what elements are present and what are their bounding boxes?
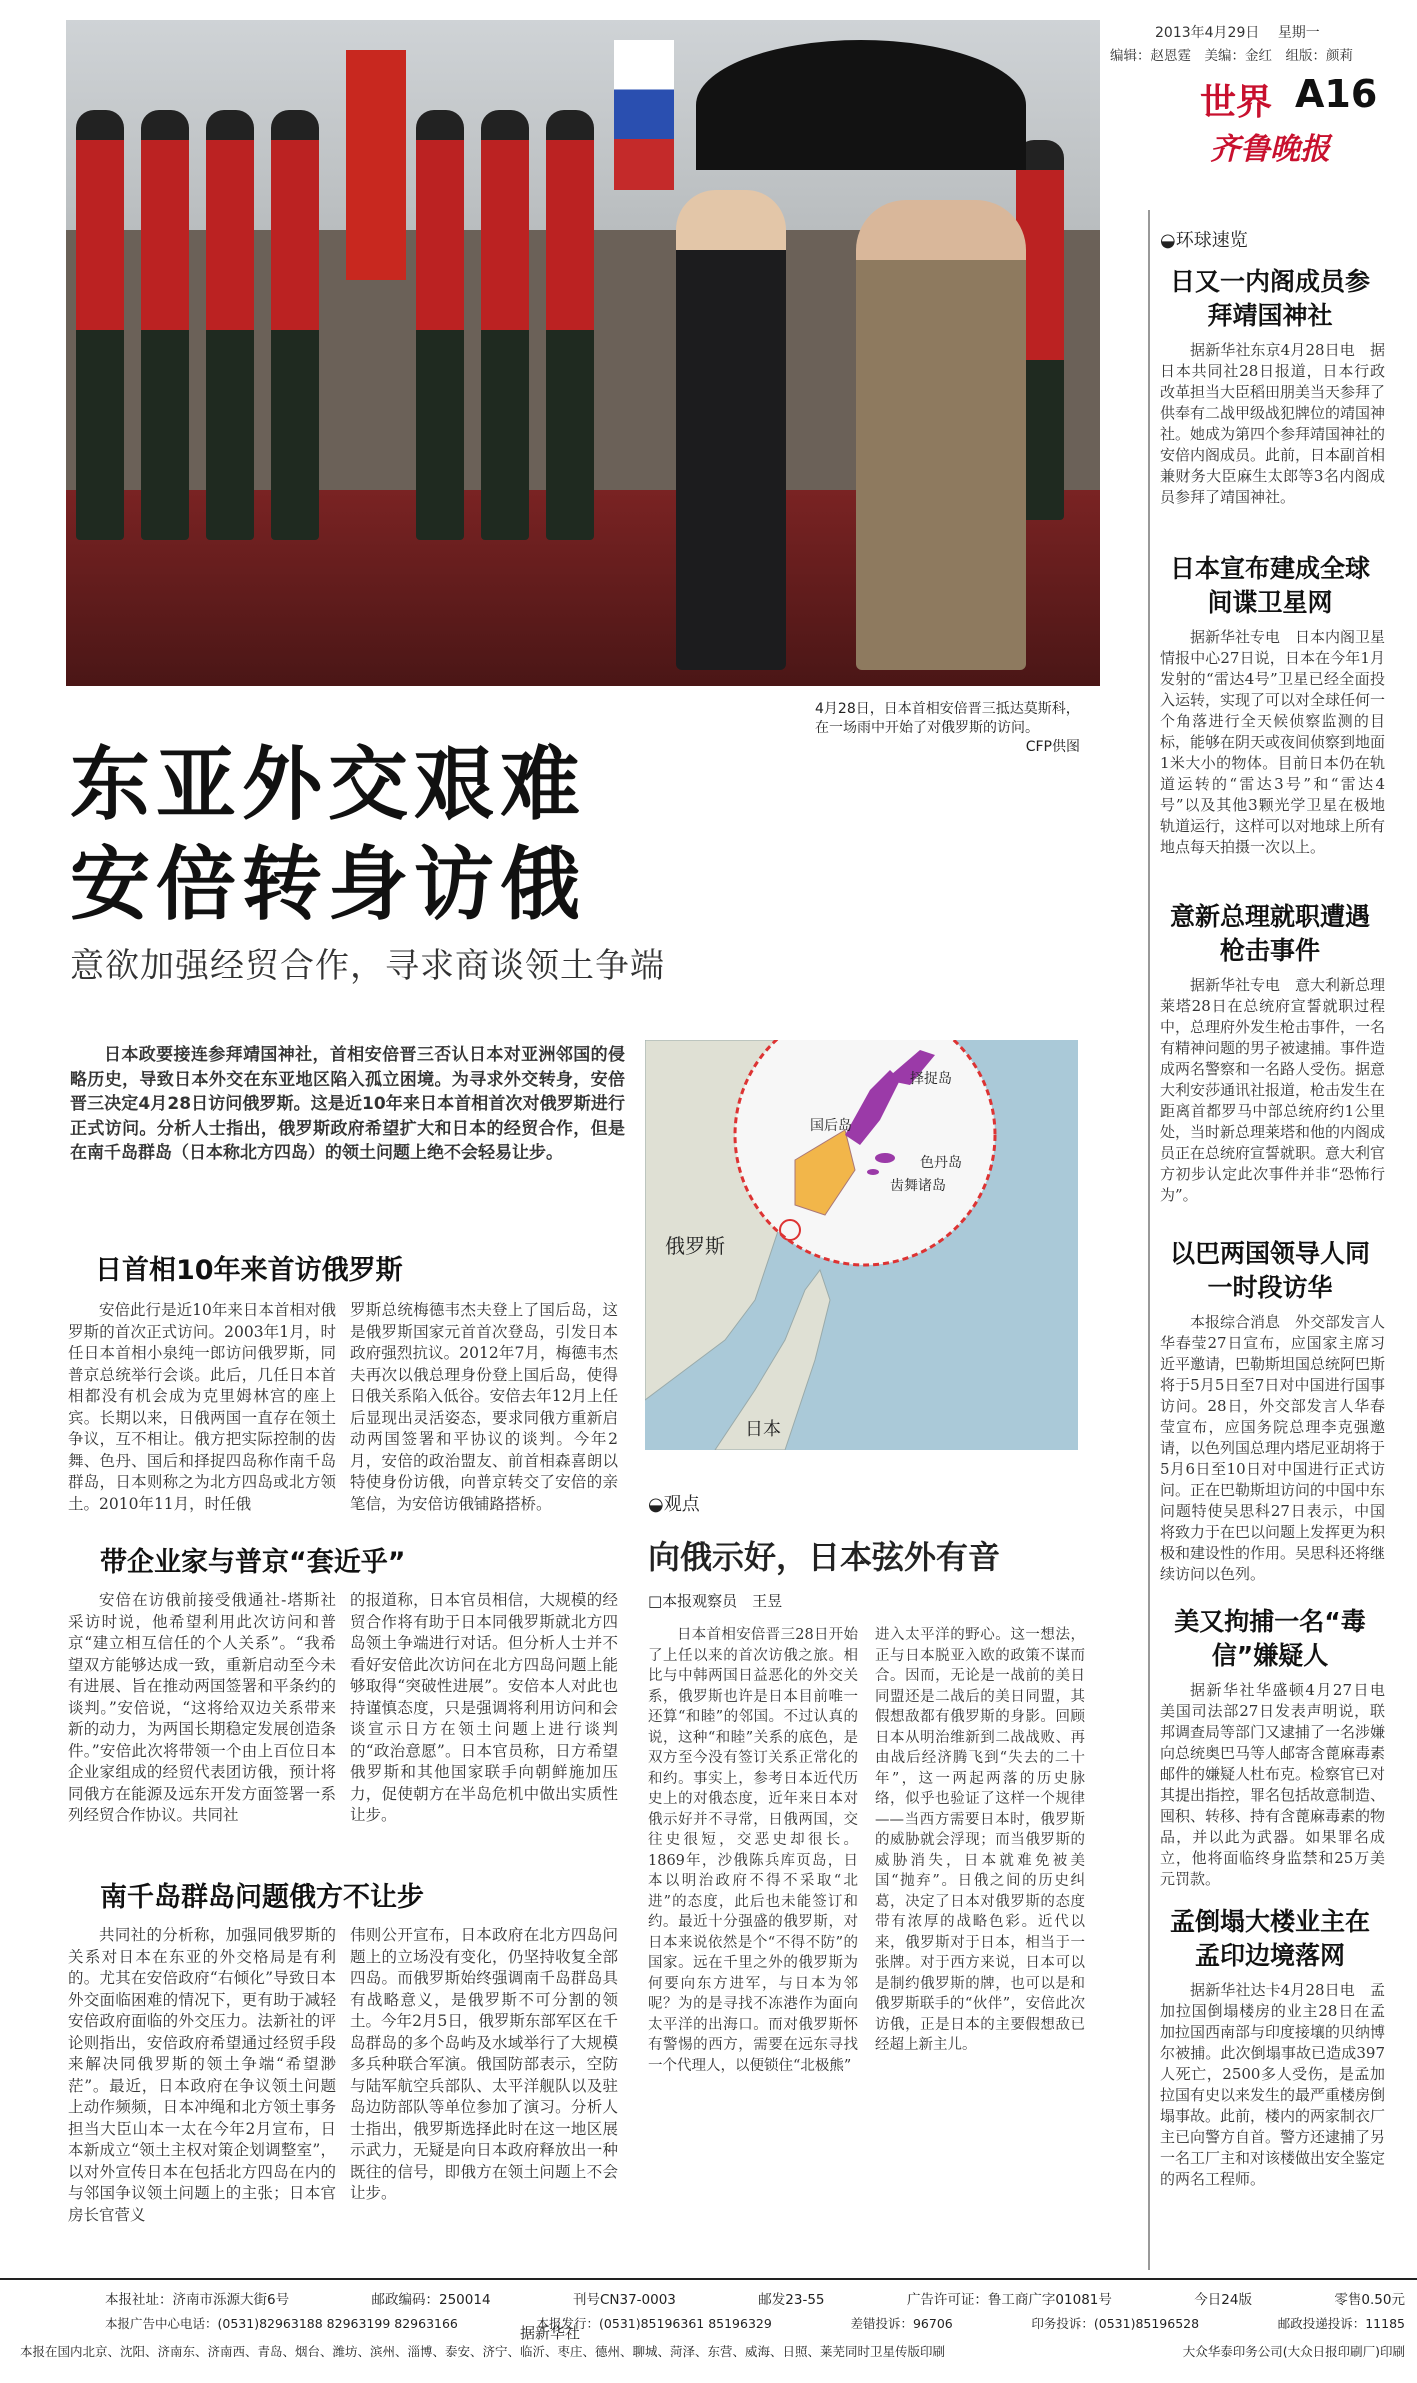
brief-body-1: 据新华社东京4月28日电 据日本共同社28日报道，日本行政改革担当大臣稻田朋美当天参拜了供奉有二战甲级战犯牌位的靖国神社。她成为第四个参拜靖国神社的安倍内阁成员。此前，日本副首相兼财务大臣麻生太郎等3名内阁成员参拜了靖国神社。	[1160, 341, 1386, 506]
sidebar-tag: ◒环球速览	[1160, 230, 1248, 251]
footer-distribution: 本报发行：(0531)85196361 85196329	[536, 2316, 772, 2331]
footer-price: 零售0.50元	[1334, 2292, 1405, 2308]
date: 2013年4月29日	[1155, 25, 1260, 41]
footer-issn: 刊号CN37-0003	[572, 2292, 676, 2308]
brief-body-2: 据新华社专电 日本内阁卫星情报中心27日说，日本在今年1月发射的“雷达4号”卫星已经全面投入运转，实现了可以对全球任何一个角落进行全天候侦察监测的目标，能够在阴天或夜间侦察到地面1米大小的物体。目前日本仍在轨道运转的“雷达3号”和“雷达4号”以及其他3颗光学卫星在极地轨道运行，这样可以对地球上所有地点每天拍摄一次以上。	[1160, 628, 1386, 856]
section-title-3: 南千岛群岛问题俄方不让步	[100, 1882, 424, 1913]
page-number: A16	[1295, 72, 1378, 116]
label-kunashiri: 国后岛	[810, 1118, 852, 1134]
opinion-col2: 进入太平洋的野心。这一想法，正与日本脱亚入欧的政策不谋而合。因而，无论是一战前的美日同盟还是二战后的美日同盟，其假想敌都有俄罗斯的身影。回顾日本从明治维新到二战战败、再由战后经济腾飞到“失去的二十年”，这一两起两落的历史脉络，似乎也验证了这样一个规律——当西方需要日本时，俄罗斯的威胁就会浮现；而当俄罗斯的威胁消失，日本就难免被美国“抛弃”。日俄之间的历史纠葛，决定了日本对俄罗斯的态度带有浓厚的战略色彩。近代以来，俄罗斯对于日本，相当于一张牌。对于西方来说，日本可以是制约俄罗斯的牌，也可以是和俄罗斯联手的“伙伴”，安倍此次访俄，正是日本的主要假想敌已经超上新主儿。	[875, 1627, 1085, 2053]
footer-rule	[0, 2278, 1417, 2280]
label-habomai: 齿舞诸岛	[890, 1178, 946, 1194]
caption-text: 4月28日，日本首相安倍晋三抵达莫斯科，在一场雨中开始了对俄罗斯的访问。	[815, 701, 1080, 736]
sidebar-tag-text: 环球速览	[1175, 230, 1248, 251]
headline-line1: 东亚外交艰难	[70, 738, 586, 831]
brief-title-6: 孟倒塌大楼业主在孟印边境落网	[1169, 1907, 1370, 1970]
section3-col1: 共同社的分析称，加强同俄罗斯的关系对日本在东亚的外交格局是有利的。尤其在安倍政府“右倾化”导致日本外交面临困难的情况下，更有助于减轻安倍政府面临的外交压力。法新社的评论则指出，安倍政府希望通过经贸手段来解决同俄罗斯的领土争端“希望渺茫”。最近，日本政府在争议领土问题上动作频频，日本冲绳和北方领土事务担当大臣山本一太在今年2月宣布，日本新成立“领土主权对策企划调整室”，以对外宣传日本在包括北方四岛在内的与邻国争议领土问题上的主张；日本官房长官菅义	[68, 1926, 336, 2224]
headline-line2: 安倍转身访俄	[70, 838, 586, 931]
habomai-islands	[867, 1169, 879, 1175]
brief-body-3: 据新华社专电 意大利新总理莱塔28日在总统府宣誓就职过程中，总理府外发生枪击事件，一名有精神问题的男子被逮捕。事件造成两名警察和一名路人受伤。据意大利安莎通讯社报道，枪击发生在距离首都罗马中部总统府约1公里处，当时新总理莱塔和他的内阁成员正在总统府宣誓就职。意大利官方初步认定此次事件并非“恐怖行为”。	[1160, 976, 1386, 1204]
footer-print-hotline: 印务投诉：(0531)85196528	[1031, 2316, 1200, 2331]
section-title-2: 带企业家与普京“套近乎”	[100, 1547, 406, 1578]
footer-ad-phone: 本报广告中心电话：(0531)82963188 82963199 82963166	[105, 2316, 458, 2331]
lead-paragraph: 日本政要接连参拜靖国神社，首相安倍晋三否认日本对亚洲邻国的侵略历史，导致日本外交在东亚地区陷入孤立困境。为寻求外交转身，安倍晋三决定4月28日访问俄罗斯。这是近10年来日本首相首次对俄罗斯进行正式访问。分析人士指出，俄罗斯政府希望扩大和日本的经贸合作，但是在南千岛群岛（日本称北方四岛）的领土问题上绝不会轻易让步。	[70, 1045, 625, 1163]
section-name: 世界	[1200, 82, 1273, 123]
abe-figure	[676, 190, 786, 670]
opinion-byline: □本报观察员 王昱	[648, 1592, 783, 1610]
soldier	[481, 110, 529, 540]
soldier	[271, 110, 319, 540]
soldier	[206, 110, 254, 540]
footer-row-2	[105, 2314, 1405, 2332]
footer-printer: 大众华泰印务公司(大众日报印刷厂)印刷	[1182, 2344, 1405, 2359]
kuril-map	[645, 1040, 1078, 1450]
soldier	[76, 110, 124, 540]
section2-col1: 安倍在访俄前接受俄通社-塔斯社采访时说，他希望利用此次访问和普京“建立相互信任的个人关系”。“我希望双方能够达成一致，重新启动至今未有进展、旨在推动两国签署和平条约的谈判。”安倍说，“这将给双边关系带来新的动力，为两国长期稳定发展创造条件。”安倍此次将带领一个由上百位日本企业家组成的经贸代表团访俄，预计将同俄方在能源及远东开发方面签署一系列经贸合作协议。共同社	[68, 1591, 336, 1824]
label-shikotan: 色丹岛	[920, 1155, 962, 1171]
section1-col1: 安倍此行是近10年来日本首相对俄罗斯的首次正式访问。2003年1月，时任日本首相小泉纯一郎访问俄罗斯，同普京总统举行会谈。此后，几任日本首相都没有机会成为克里姆林宫的座上宾。长期以来，日俄两国一直存在领土争议，互不相让。俄方把实际控制的齿舞、色丹、国后和择捉四岛称作南千岛群岛，日本则称之为北方四岛或北方领土。2010年11月，时任俄	[68, 1301, 336, 1513]
section2-col2: 的报道称，日本官员相信，大规模的经贸合作将有助于日本同俄罗斯就北方四岛领土争端进行对话。但分析人士并不看好安倍此次访问在北方四岛问题上能够取得“突破性进展”。安倍本人对此也持谨慎态度，只是强调将利用访问和会谈宣示日方在领土问题上进行谈判的“政治意愿”。日本官员称，日方希望俄罗斯和其他国家联手向朝鲜施加压力，促使朝方在半岛危机中做出实质性让步。	[350, 1591, 618, 1824]
footer-pages: 今日24版	[1194, 2292, 1252, 2308]
weekday: 星期一	[1277, 25, 1320, 41]
umbrella	[696, 40, 1026, 170]
section3-byline: 据新华社	[520, 2324, 581, 2342]
sidebar-divider	[1148, 210, 1150, 2270]
label-japan: 日本	[745, 1419, 781, 1440]
label-zeta: 择捉岛	[910, 1071, 952, 1087]
opinion-col1: 日本首相安倍晋三28日开始了上任以来的首次访俄之旅。相比与中韩两国日益恶化的外交关系，俄罗斯也许是日本目前唯一还算“和睦”的邻国。不过认真的说，这种“和睦”关系的底色，是双方至今没有签订关系正常化的和约。事实上，参考日本近代历史上的对俄态度，近年来日本对俄示好并不寻常，日俄两国，交往史很短，交恶史却很长。1869年，沙俄陈兵库页岛，日本以明治政府不得不采取“北进”的态度，此后也未能签订和约。最近十分强盛的俄罗斯，对日本来说依然是个“不得不防”的国家。远在千里之外的俄罗斯为何要向东方进军，与日本为邻呢？为的是寻找不冻港作为面向太平洋的出海口。而对俄罗斯怀有警惕的西方，需要在远东寻找一个代理人，以便锁住“北极熊”	[648, 1627, 858, 2074]
main-photo	[66, 20, 1100, 686]
section1-col2: 罗斯总统梅德韦杰夫登上了国后岛，这是俄罗斯国家元首首次登岛，引发日本政府强烈抗议。2012年7月，梅德韦杰夫再次以俄总理身份登上国后岛，使得日俄关系陷入低谷。安倍去年12月上任后显现出灵活姿态，要求同俄方重新启动两国签署和平协议的谈判。今年2月，安倍的政治盟友、前首相森喜朗以特使身份访俄，向普京转交了安倍的亲笔信，为安倍访俄铺路搭桥。	[350, 1301, 618, 1513]
headline-sub: 意欲加强经贸合作，寻求商谈领土争端	[70, 946, 665, 986]
brief-title-1: 日又一内阁成员参拜靖国神社	[1169, 267, 1370, 330]
label-russia: 俄罗斯	[665, 1234, 725, 1258]
section-title-1: 日首相10年来首访俄罗斯	[95, 1255, 403, 1286]
editors: 编辑：赵恩霆 美编：金红 组版：颜莉	[1110, 48, 1353, 64]
footer-postcode: 邮政编码：250014	[371, 2292, 491, 2308]
date-line	[1155, 22, 1320, 42]
footer-address: 本报社址：济南市泺源大街6号	[105, 2292, 290, 2308]
paper-logo: 齐鲁晚报	[1210, 132, 1330, 167]
soldier	[416, 110, 464, 540]
brief-body-4: 本报综合消息 外交部发言人华春莹27日宣布，应国家主席习近平邀请，巴勒斯坦国总统阿巴斯将于5月5日至7日对中国进行国事访问。28日，外交部发言人华春莹宣布，应国务院总理李克强邀请，以色列国总理内塔尼亚胡将于5月6日至10日对中国进行正式访问。正在巴勒斯坦访问的中国中东问题特使吴思科27日表示，中国将致力于在巴以问题上发挥更为积极和建设性的作用。吴思科还将继续访问以色列。	[1160, 1313, 1386, 1583]
brief-title-3: 意新总理就职遭遇枪击事件	[1169, 902, 1370, 965]
footer-row-1	[105, 2288, 1405, 2308]
footer-print-cities: 本报在国内北京、沈阳、济南东、济南西、青岛、烟台、潍坊、滨州、淄博、泰安、济宁、临沂、枣庄、德州、聊城、菏泽、东营、威海、日照、莱芜同时卫星传版印刷	[20, 2344, 946, 2359]
shikotan-island	[875, 1153, 895, 1163]
aide-figure	[856, 200, 1026, 670]
soldier	[141, 110, 189, 540]
soldier	[546, 110, 594, 540]
footer-ad-license: 广告许可证：鲁工商广字01081号	[906, 2292, 1112, 2308]
photo-credit: CFP供图	[1025, 739, 1080, 755]
photo-caption	[815, 700, 1080, 757]
russian-flag	[614, 40, 674, 190]
opinion-tag: ◒观点	[648, 1494, 700, 1515]
brief-title-2: 日本宣布建成全球间谍卫星网	[1169, 554, 1370, 617]
footer-row-3	[20, 2342, 1405, 2360]
brief-body-6: 据新华社达卡4月28日电 孟加拉国倒塌楼房的业主28日在孟加拉国西南部与印度接壤的贝纳博尔被捕。此次倒塌事故已造成397人死亡，2500多人受伤，是孟加拉国有史以来发生的最严重楼房倒塌事故。此前，楼内的两家制衣厂主已向警方自首。警方还逮捕了另一名工厂主和对该楼做出安全鉴定的两名工程师。	[1160, 1981, 1386, 2188]
opinion-tag-text: 观点	[663, 1494, 700, 1515]
section3-col2: 伟则公开宣布，日本政府在北方四岛问题上的立场没有变化，仍坚持收复全部四岛。而俄罗斯始终强调南千岛群岛具有战略意义，是俄罗斯不可分割的领土。今年2月5日，俄罗斯东部军区在千岛群岛的多个岛屿及水域举行了大规模多兵种联合军演。俄国防部表示，空防与陆军航空兵部队、太平洋舰队以及驻岛边防部队等单位参加了演习。分析人士指出，俄罗斯选择此时在这一地区展示武力，无疑是向日本政府释放出一种既往的信号，即俄方在领土问题上不会让步。	[350, 1926, 618, 2202]
opinion-title: 向俄示好，日本弦外有音	[648, 1538, 1001, 1576]
footer-post-code: 邮发23-55	[758, 2292, 825, 2308]
footer-error-hotline: 差错投诉：96706	[850, 2316, 953, 2331]
red-flag	[346, 50, 406, 280]
brief-title-5: 美又拘捕一名“毒信”嫌疑人	[1174, 1607, 1366, 1670]
brief-title-4: 以巴两国领导人同一时段访华	[1169, 1239, 1370, 1302]
brief-body-5: 据新华社华盛顿4月27日电 美国司法部27日发表声明说，联邦调查局等部门又逮捕了一名涉嫌向总统奥巴马等人邮寄含蓖麻毒素邮件的嫌疑人杜布克。检察官已对其提出指控，罪名包括故意制造、囤积、转移、持有含蓖麻毒素的物品，并以此为武器。如果罪名成立，他将面临终身监禁和25万美元罚款。	[1160, 1681, 1401, 1888]
footer-post-hotline: 邮政投递投诉：11185	[1277, 2316, 1405, 2331]
